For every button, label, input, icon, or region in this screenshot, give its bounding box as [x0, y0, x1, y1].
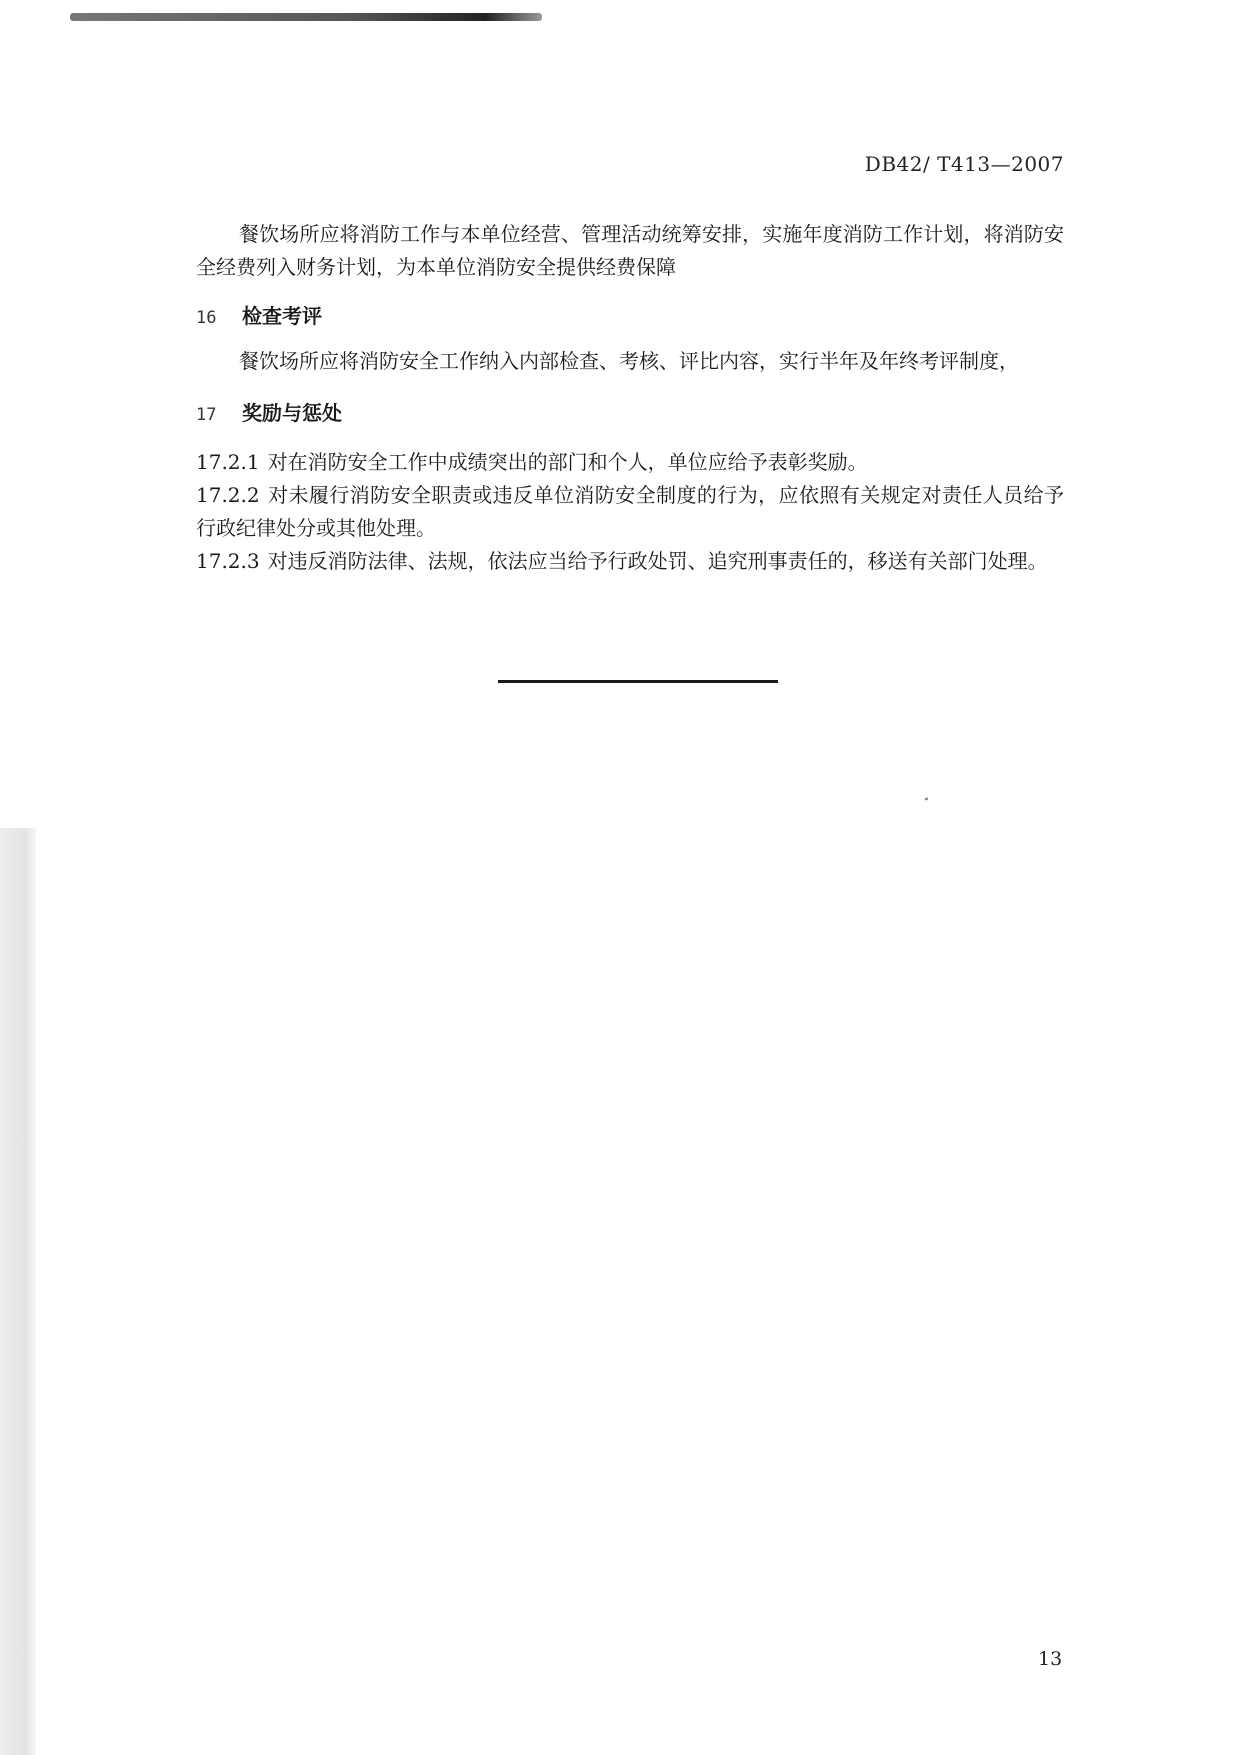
section-title: 奖励与惩处 — [242, 401, 342, 425]
clause-number: 17.2.2 — [196, 483, 260, 507]
funding-paragraph: 餐饮场所应将消防工作与本单位经营、管理活动统筹安排，实施年度消防工作计划，将消防安全经费列入财务计划，为本单位消防安全提供经费保障 — [196, 222, 1064, 279]
clause-text: 对在消防安全工作中成绩突出的部门和个人，单位应给予表彰奖励。 — [267, 450, 868, 474]
clause-17-2-3 — [196, 545, 1064, 578]
scan-speck — [925, 797, 929, 800]
page-number: 13 — [1038, 1648, 1063, 1670]
section-title: 检查考评 — [242, 304, 322, 328]
clause-number: 17.2.1 — [196, 450, 260, 474]
scan-shadow-bar — [70, 13, 542, 21]
section-number: 17 — [196, 405, 217, 425]
section-number: 16 — [196, 308, 217, 328]
standard-code: DB42/ T413—2007 — [864, 152, 1064, 176]
scan-edge-shadow — [0, 828, 36, 1755]
clause-17-2-1 — [196, 446, 1064, 479]
section-heading-17 — [196, 398, 342, 430]
clause-17-2-2 — [196, 479, 1064, 545]
end-of-standard-rule — [498, 680, 778, 683]
clause-text: 对未履行消防安全职责或违反单位消防安全制度的行为，应依照有关规定对责任人员给予行政纪律处分或其他处理。 — [196, 483, 1064, 540]
section-heading-16 — [196, 301, 322, 333]
inspection-paragraph: 餐饮场所应将消防安全工作纳入内部检查、考核、评比内容，实行半年及年终考评制度， — [239, 349, 1019, 373]
clause-number: 17.2.3 — [196, 549, 260, 573]
clause-text: 对违反消防法律、法规，依法应当给予行政处罚、追究刑事责任的，移送有关部门处理。 — [267, 549, 1048, 573]
